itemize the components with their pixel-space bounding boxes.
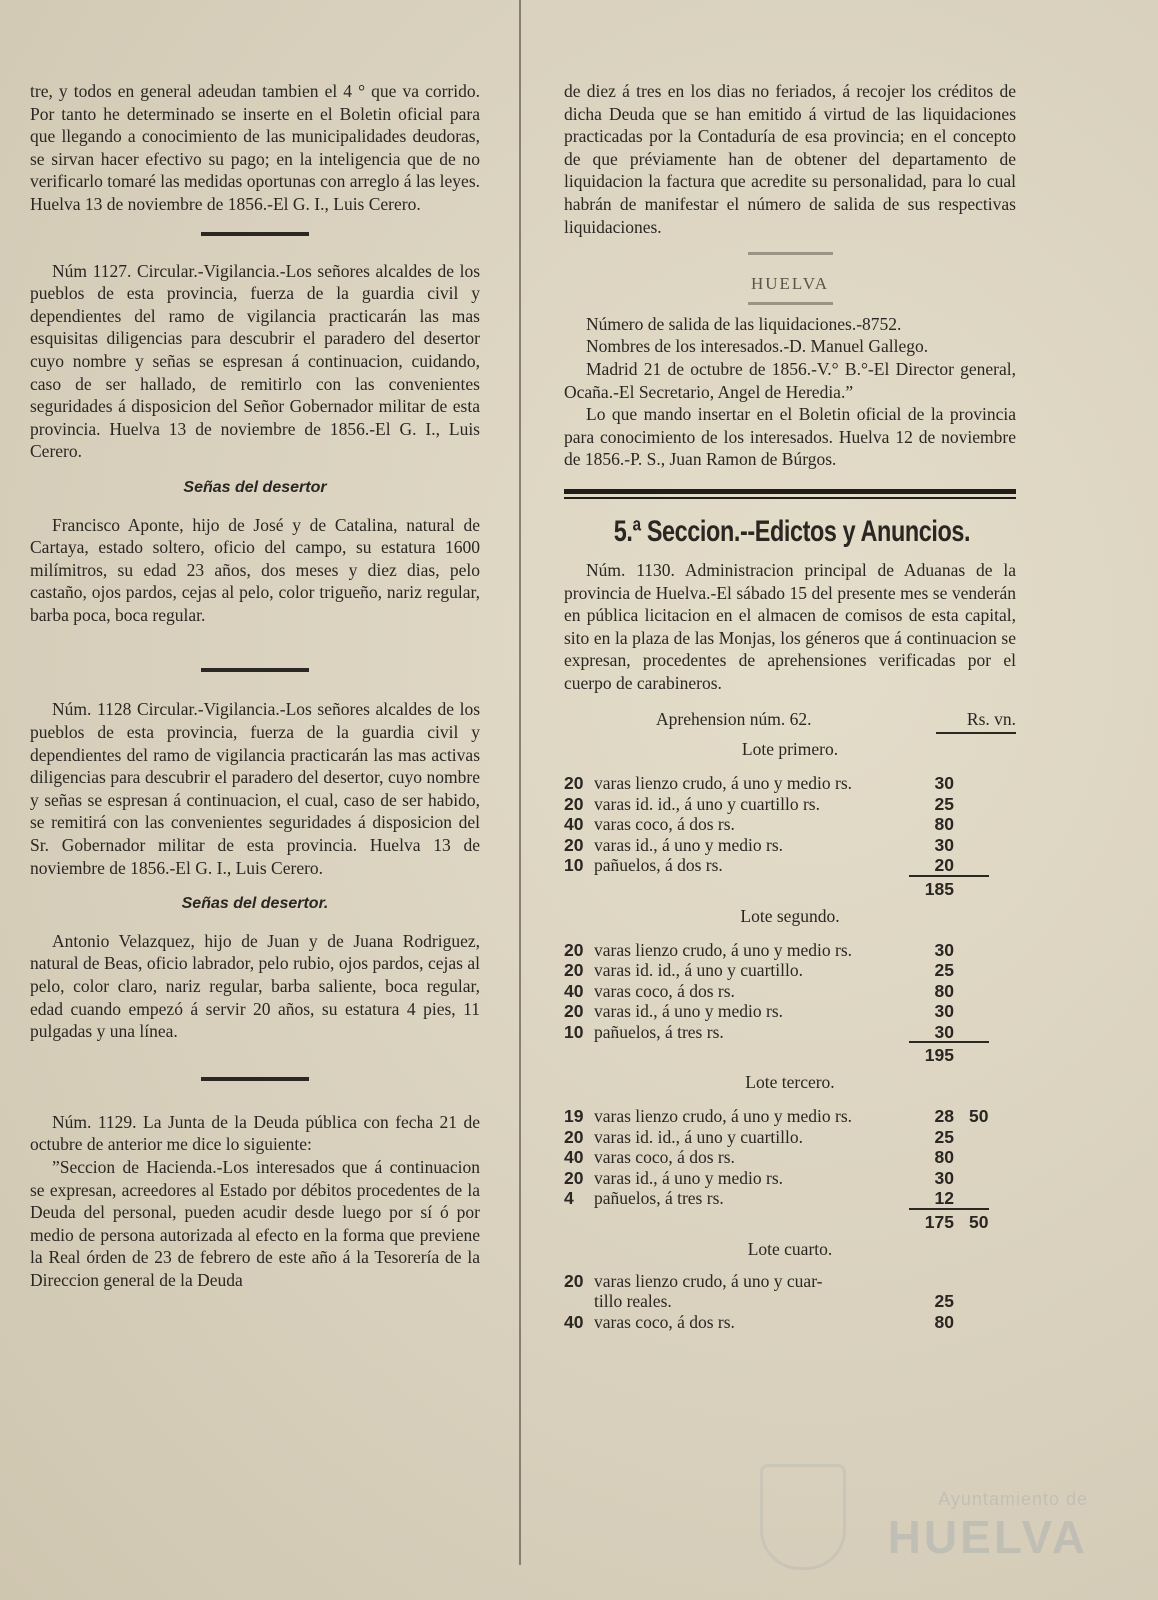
deserter-description: Antonio Velazquez, hijo de Juan y de Juana Rodriguez, natural de Beas, oficio labrador, pelo rubio, ojos pardos, cejas al pelo, color claro, nariz regular, barba saliente, boca regular, edad cuando empezó á servir 20 años, su estatura 4 pies, 11 pulgadas y una línea. <box>30 930 480 1042</box>
separator-rule <box>201 232 309 236</box>
item-value: 25 <box>934 793 954 814</box>
currency-units: Rs. vn. <box>966 709 1016 730</box>
item-value: 25 <box>934 1291 954 1312</box>
deserter-subtitle: Señas del desertor. <box>181 895 329 913</box>
item-description: varas coco, á dos rs. <box>594 814 735 835</box>
item-value: 30 <box>934 834 954 855</box>
notice-number: Núm 1127. <box>52 260 132 281</box>
lote-total <box>564 875 1016 901</box>
right-column <box>564 80 1016 1331</box>
lote-header <box>564 1234 1016 1262</box>
item-quantity: 10 <box>564 855 584 876</box>
item-description: varas lienzo crudo, á uno y medio rs. <box>594 1106 853 1127</box>
item-value: 25 <box>934 1126 954 1147</box>
item-quantity: 40 <box>564 980 584 1001</box>
notice-number: Núm. 1129. <box>52 1111 137 1132</box>
item-quantity: 19 <box>564 1106 584 1127</box>
left-column <box>30 80 480 1292</box>
section-title: 5.ª Seccion.--Edictos y Anuncios. <box>613 514 971 548</box>
total-value: 195 <box>924 1045 954 1066</box>
item-quantity: 10 <box>564 1021 584 1042</box>
lote-item <box>564 1126 1016 1147</box>
lote-item <box>564 1270 1016 1291</box>
item-description: varas coco, á dos rs. <box>594 980 735 1001</box>
lote-item <box>564 834 1016 855</box>
lote-header <box>564 734 1016 762</box>
item-description: varas id. id., á uno y cuartillo. <box>594 960 803 981</box>
item-value: 80 <box>934 980 954 1001</box>
item-description: pañuelos, á tres rs. <box>594 1188 724 1209</box>
lote-item <box>564 1021 1016 1042</box>
notice-1129-quote: ”Seccion de Hacienda.-Los interesados que á continuacion se expresan, acreedores al Estado por débitos procedentes de la Deuda del personal, pueden acudir desde luego por sí ó por medio de persona autorizada al efecto en la forma que previene la Real órden de 23 de febrero de este año á la Tesorería de la Direccion general de la Deuda <box>30 1156 480 1290</box>
item-description: varas lienzo crudo, á uno y medio rs. <box>594 773 853 794</box>
watermark-small-text: Ayuntamiento de <box>938 1489 1088 1509</box>
item-value: 80 <box>934 1311 954 1332</box>
item-value: 30 <box>934 1021 954 1042</box>
lote-title: Lote tercero. <box>745 1072 835 1093</box>
lote-title: Lote primero. <box>741 739 839 760</box>
lote-header <box>564 1067 1016 1095</box>
item-quantity: 40 <box>564 1311 584 1332</box>
huelva-heading: HUELVA <box>750 274 830 294</box>
deserter-subtitle: Señas del desertor <box>183 478 327 496</box>
item-cents: 50 <box>969 1106 989 1127</box>
nombres-interesados: Nombres de los interesados.-D. Manuel Gallego. <box>586 336 929 357</box>
lote-item <box>564 1146 1016 1167</box>
item-quantity: 20 <box>564 773 584 794</box>
item-description: varas id. id., á uno y cuartillo rs. <box>594 793 820 814</box>
lote-title: Lote segundo. <box>740 905 840 926</box>
lote-item <box>564 813 1016 834</box>
item-quantity: 4 <box>564 1188 574 1209</box>
total-value: 185 <box>924 878 954 899</box>
item-value: 30 <box>934 773 954 794</box>
item-value: 28 <box>934 1106 954 1127</box>
archive-watermark <box>888 1489 1088 1564</box>
section-double-rule <box>564 489 1016 499</box>
item-quantity: 20 <box>564 1167 584 1188</box>
deserter-description: Francisco Aponte, hijo de José y de Catalina, natural de Cartaya, estado soltero, oficio del campo, su estatura 1600 milímitros, su edad 23 años, dos meses y diez dias, pelo castaño, ojos pardos, cejas al pelo, color trigueño, nariz regular, barba poca, boca regular. <box>30 514 480 625</box>
notice-1129 <box>30 1111 480 1156</box>
madrid-signature: Madrid 21 de octubre de 1856.-V.° B.°-El Director general, Ocaña.-El Secretario, Angel de Heredia.” <box>564 358 1016 402</box>
notice-text: Circular.-Vigilancia.-Los señores alcaldes de los pueblos de esta provincia, fuerza de la guardia civil y dependientes del ramo de vigilancia practicarán las mas esquisitas diligencias para descubrir el paradero del desertor cuyo nombre y señas se espresan á continuacion, cuidando, caso de ser hallado, de remitirlo con las convenientes seguridades á disposicion del Señor Gobernador militar de esta provincia. Huelva 13 de noviembre de 1856.-El G. I., Luis Cerero. <box>30 260 481 462</box>
item-quantity: 20 <box>564 1270 584 1291</box>
units-rule <box>936 732 1016 734</box>
item-description: varas lienzo crudo, á uno y cuar- <box>594 1270 823 1291</box>
item-description: tillo reales. <box>594 1291 672 1312</box>
lote-item <box>564 980 1016 1001</box>
lote-item-continued <box>564 1290 1016 1311</box>
coat-of-arms-watermark <box>760 1464 846 1570</box>
aprehension-number: Aprehension núm. 62. <box>656 709 812 730</box>
column-divider <box>519 0 521 1565</box>
total-rule <box>909 1208 989 1210</box>
lote-item <box>564 1105 1016 1126</box>
item-quantity: 40 <box>564 814 584 835</box>
notice-1127 <box>30 260 480 463</box>
lote-item <box>564 854 1016 875</box>
item-description: varas lienzo crudo, á uno y medio rs. <box>594 939 853 960</box>
total-cents: 50 <box>969 1211 989 1232</box>
notice-text: Circular.-Vigilancia.-Los señores alcaldes de los pueblos de esta provincia, fuerza de la guardia civil y dependientes del ramo de vigilancia practicarán las mas activas diligencias para descubrir el paradero del desertor, cuyo nombre y señas se espresan á continuacion, el cual, caso de ser habido, se remitirá con las convenientes seguridades á disposicion del Sr. Gobernador militar de esta provincia. Huelva 13 de noviembre de 1856.-El G. I., Luis Cerero. <box>30 699 481 878</box>
lote-item <box>564 1000 1016 1021</box>
item-value: 20 <box>934 855 954 876</box>
notice-text: Administracion principal de Aduanas de la provincia de Huelva.-El sábado 15 del presente mes se venderán en pública licitacion en el almacen de comisos de esta capital, sito en la plaza de las Monjas, los géneros que á continuacion se expresan, procedentes de aprehensiones verificadas por el cuerpo de carabineros. <box>564 559 1016 693</box>
mando-insertar: Lo que mando insertar en el Boletin oficial de la provincia para conocimiento de los interesados. Huelva 12 de noviembre de 1856.-P. S., Juan Ramon de Búrgos. <box>564 404 1016 470</box>
notice-number: Núm. 1128 <box>52 699 132 720</box>
lote-total <box>564 1208 1016 1234</box>
item-quantity: 20 <box>564 960 584 981</box>
item-quantity: 20 <box>564 793 584 814</box>
continuation-paragraph: de diez á tres en los dias no feriados, á recojer los créditos de dicha Deuda que se han emitido á virtud de las liquidaciones practicadas por la Contaduría de esa provincia; en el concepto de que préviamente han de obtener del departamento de liquidacion la factura que acredite su personalidad, para lo cual habrán de manifestar el número de salida de sus respectivas liquidaciones. <box>564 81 1016 237</box>
lote-item <box>564 959 1016 980</box>
item-value: 25 <box>934 960 954 981</box>
item-description: varas id. id., á uno y cuartillo. <box>594 1126 803 1147</box>
item-value: 12 <box>934 1188 954 1209</box>
item-value: 80 <box>934 814 954 835</box>
lotes-table <box>564 734 1016 1234</box>
lote-item <box>564 939 1016 960</box>
lote-total <box>564 1041 1016 1067</box>
lote-title: Lote cuarto. <box>747 1238 833 1259</box>
item-value: 30 <box>934 939 954 960</box>
item-value: 80 <box>934 1147 954 1168</box>
total-rule <box>909 875 989 877</box>
separator-rule <box>748 302 833 305</box>
notice-1130 <box>564 559 1016 695</box>
total-rule <box>909 1041 989 1043</box>
intro-paragraph: tre, y todos en general adeudan tambien el 4 ° que va corrido. Por tanto he determinado se inserte en el Boletin oficial para que llegando a conocimiento de las municipalidades deudoras, se sirvan hacer efectivo su pago; en la inteligencia que de no verificarlo tomaré las medidas oportunas con arreglo á las leyes. Huelva 13 de noviembre de 1856.-El G. I., Luis Cerero. <box>30 81 480 214</box>
item-description: varas id., á uno y medio rs. <box>594 1001 784 1022</box>
notice-1128 <box>30 698 480 879</box>
lote-item <box>564 793 1016 814</box>
numero-salida: Número de salida de las liquidaciones.-8752. <box>586 313 902 334</box>
lote-item <box>564 1311 1016 1332</box>
item-quantity: 20 <box>564 939 584 960</box>
item-value: 30 <box>934 1001 954 1022</box>
lote-item <box>564 1167 1016 1188</box>
notice-text: La Junta de la Deuda pública con fecha 21 de octubre de anterior me dice lo siguiente: <box>30 1111 481 1155</box>
item-value: 30 <box>934 1167 954 1188</box>
item-description: pañuelos, á tres rs. <box>594 1021 724 1042</box>
item-description: varas id., á uno y medio rs. <box>594 834 784 855</box>
item-description: varas coco, á dos rs. <box>594 1147 735 1168</box>
item-quantity: 40 <box>564 1147 584 1168</box>
item-quantity: 20 <box>564 834 584 855</box>
lote-item <box>564 772 1016 793</box>
total-value: 175 <box>924 1211 954 1232</box>
item-description: varas id., á uno y medio rs. <box>594 1167 784 1188</box>
aprehension-header <box>564 704 1016 734</box>
lote-item <box>564 1187 1016 1208</box>
separator-rule <box>201 668 309 672</box>
lote-header <box>564 901 1016 929</box>
watermark-big-text: HUELVA <box>887 1511 1088 1563</box>
separator-rule <box>201 1077 309 1081</box>
item-quantity: 20 <box>564 1001 584 1022</box>
item-quantity: 20 <box>564 1126 584 1147</box>
item-description: pañuelos, á dos rs. <box>594 855 723 876</box>
notice-number: Núm. 1130. <box>586 559 675 580</box>
item-description: varas coco, á dos rs. <box>594 1311 735 1332</box>
separator-rule <box>748 252 833 255</box>
